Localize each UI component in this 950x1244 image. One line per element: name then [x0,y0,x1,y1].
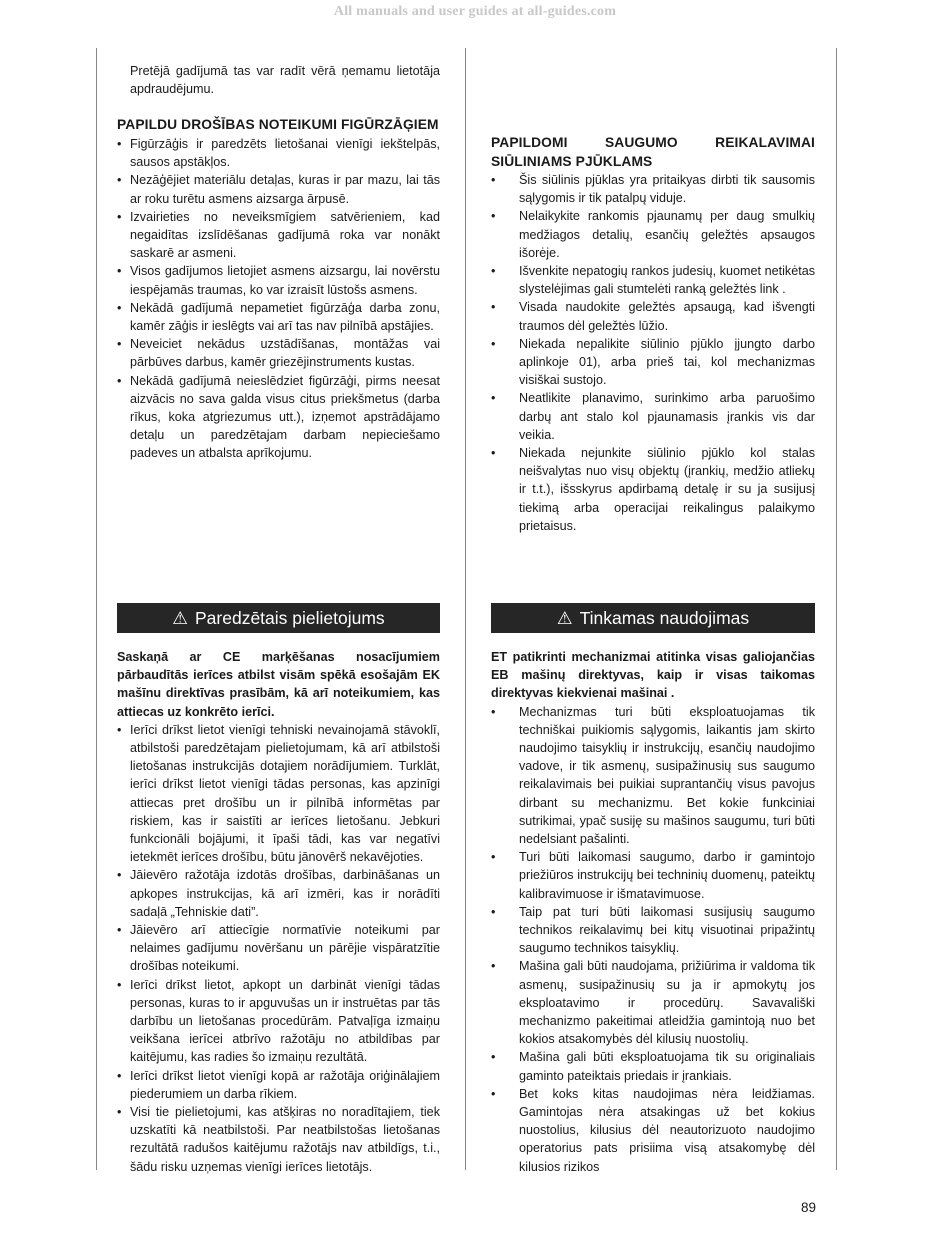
bullet-icon: • [117,173,122,188]
list-item [117,721,440,867]
right-use-banner [491,603,815,633]
list-item [491,389,815,444]
bullet-icon: • [491,300,496,315]
warning-icon: ⚠ [556,608,573,628]
list-item-text: Bet koks kitas naudojimas nėra leidžiamas. Gamintojas nėra atsakingas už bet kokius nuostolius, kilusius dėl neautorizuoto naudojimo operatorius pats prisiima visą atsakomybę dėl kilusios rizikos [519,1086,815,1174]
list-item [117,262,440,298]
bullet-icon: • [117,923,122,938]
list-item [117,299,440,335]
bullet-icon: • [117,136,122,151]
bullet-icon: • [117,1105,122,1120]
list-item [491,262,815,298]
list-item-text: Ierīci drīkst lietot, apkopt un darbināt vienīgi tādas personas, kuras to ir apguvušas un ir instruētas par tās darbību un lietošanas procedūrām. Patvaļīga izmaiņu veikšana ierīcei atbrīvo ražotāju no atbildības par kaitējumu, kas radies šo izmaiņu rezultātā. [130,977,440,1065]
right-margin-rule [836,48,837,1170]
list-item-text: Visos gadījumos lietojiet asmens aizsargu, lai novērstu iespējamās traumas, ko var izraisīt lūstošs asmens. [130,264,440,297]
bullet-icon: • [117,977,122,992]
right-use-section [491,603,815,1176]
list-item [491,207,815,262]
list-item-text: Neveiciet nekādus uzstādīšanas, montāžas vai pārbūves darbus, kamēr griezējinstruments kustas. [130,337,440,370]
list-item [117,335,440,371]
list-item-text: Niekada nejunkite siūlinio pjūklo kol stalas neišvalytas nuo visų objektų (įrankių, medžio atliekų ir t.t.), išsskyrus apdirbamą detalę ir su ja susijusį tiekimą arba operacijai reikalingus palaikymo prietaisus. [519,446,815,533]
left-intro-text: Pretējā gadījumā tas var radīt vērā ņemamu lietotāja apdraudējumu. [130,64,440,97]
list-item-text: Nelaikykite rankomis pjaunamų per daug smulkių medžiagos detalių, esančių geležtės apsaugos išorėje. [519,209,815,260]
list-item-text: Figūrzāģis ir paredzēts lietošanai vienīgi iekštelpās, sausos apstākļos. [130,136,440,170]
list-item-text: Mechanizmas turi būti eksploatuojamas tik techniškai puikiomis sąlygomis, laikantis jam skirto naudojimo taisyklių ir instrukcijų, esančių naudojimo vadove, ir tik asmenų, susipažinusių sus saugumo reikalavimais bei puikiai suprantančių visus pavojus dirbant su mechanizmu. Bet kokie funkciniai sutrikimai, ypač susiję su mašinos saugumu, turi būti nedelsiant pašalinti. [519,704,815,847]
bullet-icon: • [117,1068,122,1083]
list-item-text: Turi būti laikomasi saugumo, darbo ir gamintojo priežiūros instrukcijų bei techninių duomenų, pateiktų kalibravimuose ir išmatavimuose. [519,850,815,901]
bullet-icon: • [491,336,496,351]
list-item-text: Nezāģējiet materiālu detaļas, kuras ir par mazu, lai tās ar roku turētu asmens aizsarga ārpusē. [130,173,440,206]
list-item [491,1048,815,1084]
list-item [491,703,815,849]
right-safety-title: PAPILDOMI SAUGUMO REIKALAVIMAI SIŪLINIAMS PJŪKLAMS [491,135,815,169]
right-safety-list [491,171,815,535]
list-item [117,1103,440,1176]
left-safety-list [117,135,440,463]
list-item-text: Jāievēro arī attiecīgie normatīvie noteikumi par nelaimes gadījumu novēršanu un pārējie vispāratzītie drošības noteikumi. [130,923,440,974]
list-item [117,372,440,463]
bullet-icon: • [491,264,496,279]
left-safety-title: PAPILDU DROŠĪBAS NOTEIKUMI FIGŪRZĀĢIEM [117,117,439,133]
list-item-text: Išvenkite nepatogių rankos judesių, kuomet netikėtas slystelėjimas gali stumtelėti ranką geležtės link . [519,264,815,297]
bullet-icon: • [491,959,496,974]
bullet-icon: • [117,264,122,279]
list-item [117,866,440,921]
bullet-icon: • [491,1050,496,1065]
list-item [491,335,815,390]
list-item [491,298,815,334]
left-top-section [117,62,440,463]
left-use-intro: Saskaņā ar CE marķēšanas nosacījumiem pārbaudītās ierīces atbilst visām spēkā esošajām EK mašīnu direktīvas prasībām, kā arī noteikumiem, kas attiecas uz konkrēto ierīci. [117,650,440,719]
bullet-icon: • [117,300,122,315]
left-use-banner-title: Paredzētais pielietojums [195,608,385,628]
list-item [491,1085,815,1176]
right-use-list [491,703,815,1176]
center-divider [465,48,466,1170]
bullet-icon: • [117,868,122,883]
list-item [491,171,815,207]
list-item-text: Izvairieties no neveiksmīgiem satvērieniem, kad negaidītas izslīdēšanas gadījumā roka var nonākt saskarē ar asmeni. [130,209,440,261]
bullet-icon: • [117,337,122,352]
right-top-section [491,134,815,535]
list-item-text: Nekādā gadījumā neieslēdziet figūrzāģi, pirms neesat aizvācis no sava galda visus citus priekšmetus (darba rīkus, koka atgriezumus utt.), izņemot apstrādājamo detaļu un paredzētajam darbam nepieciešamo padeves un atbalsta aprīkojumu. [130,373,440,461]
list-item-text: Nekādā gadījumā nepametiet figūrzāģa darba zonu, kamēr zāģis ir ieslēgts vai arī tas nav pilnībā apstājies. [130,300,440,333]
list-item-text: Mašina gali būti naudojama, prižiūrima ir valdoma tik asmenų, susipažinusių su ja ir apmokytų jos eksploatavimo ir procedūrų. Savavališki mechanizmo pakeitimai atleidžia gamintoją nuo bet kokios atsakomybės dėl kilusių nuostolių. [519,959,815,1047]
list-item [117,976,440,1067]
right-use-banner-title: Tinkamas naudojimas [579,608,750,628]
bullet-icon: • [117,373,122,388]
list-item [117,171,440,207]
list-item-text: Neatlikite planavimo, surinkimo arba paruošimo darbų ant stalo kol pjaunamasis įrankis vis dar veikia. [519,391,815,442]
page-number: 89 [801,1200,817,1215]
list-item-text: Šis siūlinis pjūklas yra pritaikyas dirbti tik sausomis sąlygomis ir tik patalpų viduje. [519,173,815,206]
watermark: All manuals and user guides at all-guides.com [333,4,617,19]
list-item-text: Taip pat turi būti laikomasi susijusių saugumo technikos reikalavimų bei kitų visuotinai pripažintų saugumo technikos taisyklių. [519,904,815,956]
list-item [117,1067,440,1103]
right-use-intro: ET patikrinti mechanizmai atitinka visas galiojančias EB mašinų direktyvas, kaip ir visas taikomas direktyvas kiekvienai mašinai . [491,650,815,701]
list-item [491,957,815,1048]
warning-icon: ⚠ [172,608,188,628]
bullet-icon: • [117,722,122,737]
list-item-text: Niekada nepalikite siūlinio pjūklo įjungto darbo aplinkoje 01), arba prieš tai, kol mechanizmas visiškai sustojo. [519,336,815,388]
list-item-text: Ierīci drīkst lietot vienīgi kopā ar ražotāja oriģinālajiem piederumiem un darba rīkiem. [130,1068,440,1101]
bullet-icon: • [491,704,496,719]
bullet-icon: • [491,209,496,224]
list-item-text: Jāievēro ražotāja izdotās drošības, darbināšanas un apkopes instrukcijas, kā arī izmēri, kas ir norādīti sadaļā „Tehniskie dati”. [130,868,440,919]
list-item [117,921,440,976]
list-item [491,848,815,903]
bullet-icon: • [491,446,496,461]
bullet-icon: • [117,209,122,224]
bullet-icon: • [491,850,496,865]
list-item-text: Visada naudokite geležtės apsaugą, kad išvengti traumos dėl geležtės lūžio. [519,300,815,333]
bullet-icon: • [491,904,496,919]
list-item [491,903,815,958]
left-margin-rule [96,48,97,1170]
list-item [117,135,440,171]
list-item [117,208,440,263]
list-item [491,444,815,535]
list-item-text: Visi tie pielietojumi, kas atšķiras no noradītajiem, tiek uzskatīti kā neatbilstoši. Par neatbilstošas lietošanas rezultātā radušos kaitējumu ražotājs nav atbildīgs, t.i., šādu risku uzņemas vienīgi ierīces lietotājs. [130,1105,440,1174]
left-use-banner [117,603,440,633]
left-use-section [117,603,440,1176]
bullet-icon: • [491,391,496,406]
list-item-text: Mašina gali būti eksploatuojama tik su originaliais gaminto pateiktais priedais ir įrankiais. [519,1050,815,1083]
bullet-icon: • [491,1086,496,1101]
bullet-icon: • [491,173,496,187]
list-item-text: Ierīci drīkst lietot vienīgi tehniski nevainojamā stāvoklī, atbilstoši paredzētajam pielietojumam, kā arī atbilstoši lietošanas instrukcijās dotajiem norādījumiem. Turklāt, ierīci drīkst lietot vienīgi tādas personas, kas apzinīgi attiecas pret drošību un ir pilnībā informētas par riskiem, kas ir saistīti ar ierīces lietošanu. Jebkuri funkcionāli bojājumi, it īpaši tādi, kas var negatīvi ietekmēt ierīces drošību, būtu jānovērš nekavējoties. [130,722,440,865]
left-use-list [117,721,440,1176]
